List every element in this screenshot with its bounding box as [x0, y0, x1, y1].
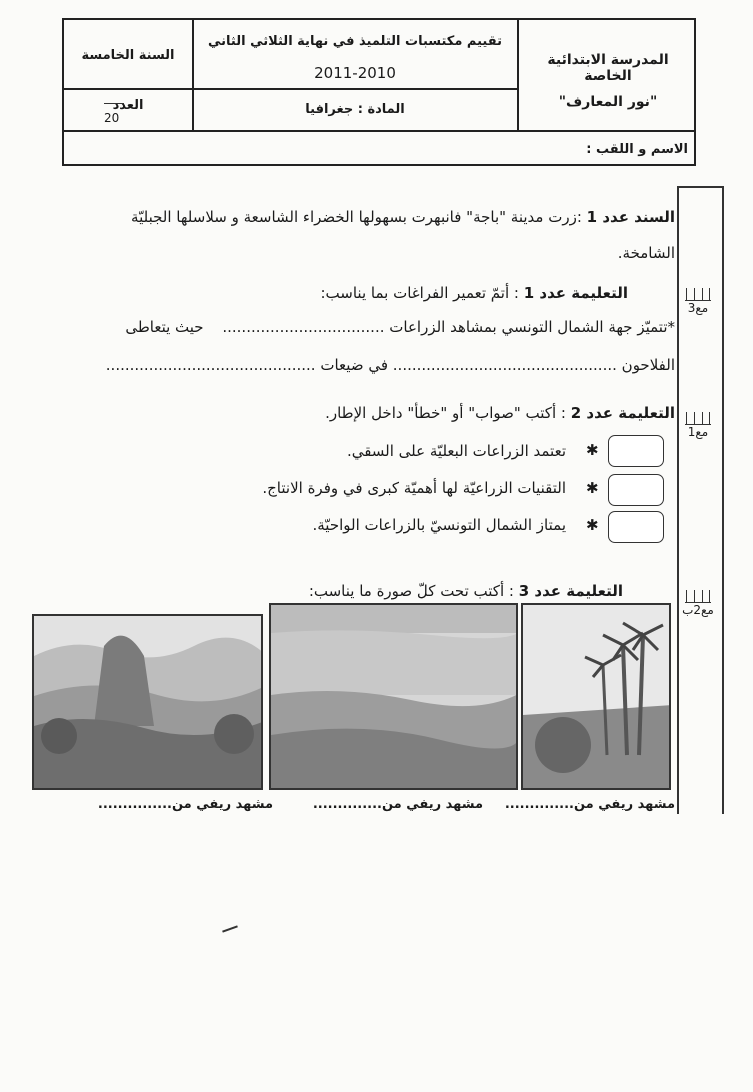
photo-plains: [269, 603, 518, 790]
photo-mountains: [32, 614, 263, 790]
q2-instruction: [325, 404, 675, 422]
q1-line2: [106, 356, 675, 374]
school-line1: المدرسة الابتدائية الخاصة: [547, 52, 669, 84]
pen-mark: [222, 925, 238, 932]
margin-top: [677, 186, 724, 188]
q1-line1-end: حيث يتعاطى: [125, 318, 204, 336]
q3-label: التعليمة عدد 3: [518, 582, 623, 600]
q1-line1: [125, 318, 675, 336]
score-label-q1: مع3: [687, 301, 709, 315]
score-box-q3: [681, 590, 715, 617]
star-icon: ✱: [586, 479, 599, 497]
q1-line2-mid: في ضيعات: [320, 356, 388, 374]
q1-instruction: [321, 284, 629, 302]
score-total: 20: [104, 111, 120, 125]
q3-text: : أكتب تحت كلّ صورة ما يناسب:: [308, 582, 514, 600]
q2-text: : أكتب "صواب" أو "خطأ" داخل الإطار.: [325, 404, 566, 422]
header-divider: [192, 20, 194, 130]
star-icon: ✱: [586, 441, 599, 459]
document1-text: :زرت مدينة "باجة" فانبهرت بسهولها الخضراء الشاسعة و سلاسلها الجبليّة: [131, 208, 582, 226]
document1-line1: [131, 208, 675, 226]
school-year: 2011-2010: [314, 64, 396, 82]
document1-label: السند عدد 1: [586, 208, 675, 226]
q2-answer-box-3[interactable]: [608, 511, 664, 543]
name-field-label: الاسم و اللقب :: [586, 142, 688, 157]
q2-answer-box-1[interactable]: [608, 435, 664, 467]
score-label-q2: مع1: [687, 425, 709, 439]
margin-line: [722, 186, 724, 814]
school-line2: "نور المعارف": [558, 94, 658, 110]
grade-level: السنة الخامسة: [81, 48, 175, 63]
header-table: [62, 18, 696, 166]
caption-2[interactable]: مشهد ريفي من..............: [312, 797, 483, 812]
q2-item-1: تعتمد الزراعات البعليّة على السقي.: [346, 442, 566, 460]
header-divider: [64, 88, 517, 90]
margin-line: [677, 186, 679, 814]
header-divider: [64, 130, 694, 132]
score-label: العدد: [112, 98, 144, 113]
q1-text: : أتمّ تعمير الفراغات بما يناسب:: [320, 284, 519, 302]
score-box-q2: [681, 412, 715, 439]
q1-label: التعليمة عدد 1: [523, 284, 628, 302]
score-label-q3: مع2ب: [682, 603, 714, 617]
star-icon: ✱: [586, 516, 599, 534]
q2-answer-box-2[interactable]: [608, 474, 664, 506]
photo-oasis: [521, 603, 671, 790]
exam-title: تقييم مكتسبات التلميذ في نهاية الثلاثي الثاني: [208, 34, 502, 49]
header-divider: [517, 20, 519, 130]
q1-blank2[interactable]: ...............................................: [392, 356, 617, 374]
subject: المادة : جغرافيا: [305, 102, 405, 117]
document1-line2: الشامخة.: [617, 244, 675, 262]
caption-1[interactable]: مشهد ريفي من...............: [97, 797, 273, 812]
q2-label: التعليمة عدد 2: [570, 404, 675, 422]
q2-item-2: التقنيات الزراعيّة لها أهميّة كبرى في وفرة الانتاج.: [262, 479, 566, 497]
school-name: [524, 52, 692, 110]
score-box-q1: [681, 288, 715, 315]
q3-instruction: [309, 582, 623, 600]
q2-item-3: يمتاز الشمال التونسيّ بالزراعات الواحيّة.: [312, 516, 566, 534]
q1-line2-start: الفلاحون: [621, 356, 675, 374]
caption-3[interactable]: مشهد ريفي من..............: [504, 797, 675, 812]
q1-blank3[interactable]: ............................................: [105, 356, 316, 374]
q1-blank1[interactable]: ..................................: [222, 318, 385, 336]
q1-line1-start: *تتميّز جهة الشمال التونسي بمشاهد الزراعات: [389, 318, 675, 336]
score-field: [68, 98, 188, 127]
